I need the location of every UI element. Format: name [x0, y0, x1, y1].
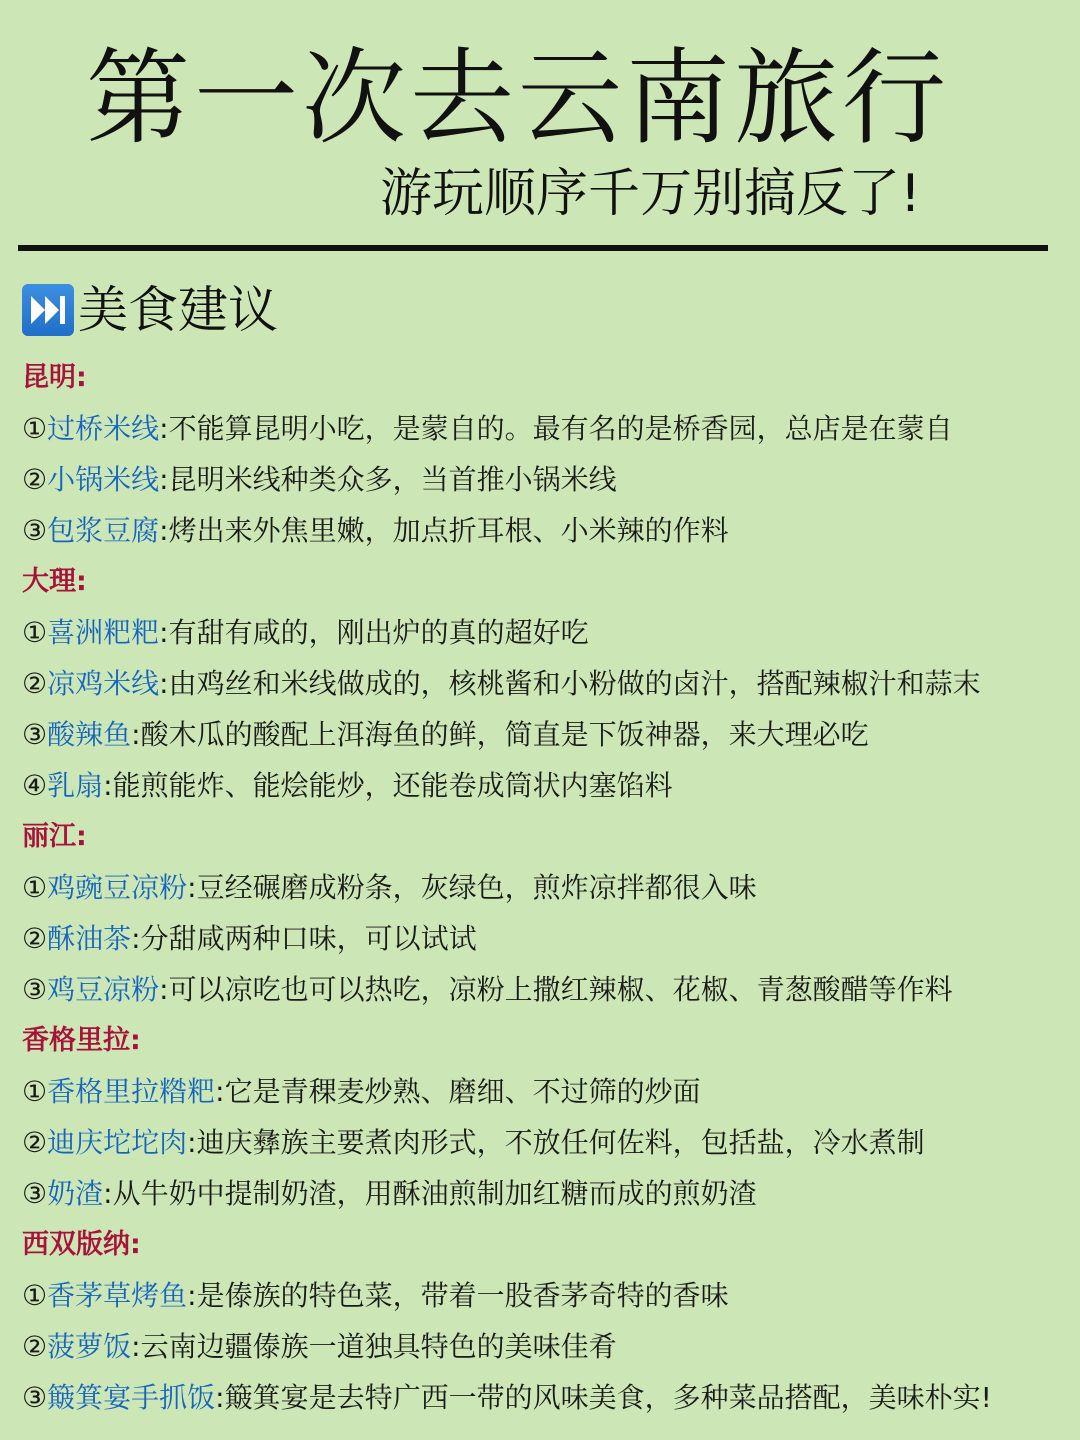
dish-name: 菠萝饭	[47, 1330, 132, 1363]
food-item	[22, 1168, 1067, 1219]
dish-description: 簸箕宴是去特广西一带的风味美食，多种菜品搭配，美味朴实!	[224, 1381, 992, 1414]
city-heading: 丽江:	[22, 821, 87, 852]
city-heading: 西双版纳:	[22, 1229, 141, 1260]
dish-name: 迪庆坨坨肉	[47, 1126, 188, 1159]
separator: :	[215, 1075, 225, 1108]
item-number: ③	[22, 718, 48, 751]
page-subtitle: 游玩顺序千万别搞反了!	[380, 164, 921, 224]
dish-description: 有甜有咸的，刚出炉的真的超好吃	[168, 616, 589, 649]
dish-description: 由鸡丝和米线做成的，核桃酱和小粉做的卤汁，搭配辣椒汁和蒜末	[168, 667, 981, 700]
divider	[18, 245, 1048, 251]
dish-name: 鸡豌豆凉粉	[47, 871, 188, 904]
dish-description: 能煎能炸、能烩能炒，还能卷成筒状内塞馅料	[112, 769, 673, 802]
dish-description: 不能算昆明小吃，是蒙自的。最有名的是桥香园，总店是在蒙自	[168, 412, 953, 445]
food-item	[22, 1321, 1067, 1372]
food-item	[22, 1117, 1067, 1168]
food-item	[22, 913, 1067, 964]
item-number: ②	[22, 922, 48, 955]
page-title: 第一次去云南旅行	[86, 37, 951, 159]
dish-description: 是傣族的特色菜，带着一股香茅奇特的香味	[196, 1279, 729, 1312]
dish-name: 香格里拉糌粑	[47, 1075, 216, 1108]
dish-name: 凉鸡米线	[47, 667, 160, 700]
item-number: ③	[22, 973, 48, 1006]
city-heading: 昆明:	[22, 362, 87, 393]
dish-description: 可以凉吃也可以热吃，凉粉上撒红辣椒、花椒、青葱酸醋等作料	[168, 973, 953, 1006]
food-item	[22, 964, 1067, 1015]
separator: :	[215, 1381, 225, 1414]
separator: :	[131, 1330, 141, 1363]
item-number: ②	[22, 1330, 48, 1363]
separator: :	[159, 616, 169, 649]
food-item	[22, 505, 1067, 556]
dish-description: 烤出来外焦里嫩，加点折耳根、小米辣的作料	[168, 514, 729, 547]
dish-description: 从牛奶中提制奶渣，用酥油煎制加红糖而成的煎奶渣	[112, 1177, 757, 1210]
item-number: ④	[22, 769, 48, 802]
separator: :	[187, 871, 197, 904]
separator: :	[159, 463, 169, 496]
dish-name: 香茅草烤鱼	[47, 1279, 188, 1312]
item-number: ③	[22, 514, 48, 547]
dish-name: 奶渣	[47, 1177, 104, 1210]
separator: :	[131, 922, 141, 955]
food-item	[22, 1372, 1067, 1423]
dish-description: 酸木瓜的酸配上洱海鱼的鲜，简直是下饭神器，来大理必吃	[140, 718, 869, 751]
section-title: 美食建议	[78, 281, 278, 339]
dish-name: 酥油茶	[47, 922, 132, 955]
dish-description: 迪庆彝族主要煮肉形式，不放任何佐料，包括盐，冷水煮制	[196, 1126, 925, 1159]
dish-name: 簸箕宴手抓饭	[47, 1381, 216, 1414]
food-item	[22, 862, 1067, 913]
separator: :	[103, 1177, 113, 1210]
food-item	[22, 454, 1067, 505]
separator: :	[187, 1279, 197, 1312]
item-number: ①	[22, 616, 48, 649]
food-item	[22, 658, 1067, 709]
city-heading: 大理:	[22, 566, 87, 597]
separator: :	[131, 718, 141, 751]
item-number: ①	[22, 1279, 48, 1312]
dish-name: 过桥米线	[47, 412, 160, 445]
separator: :	[159, 514, 169, 547]
dish-name: 乳扇	[47, 769, 104, 802]
dish-description: 它是青稞麦炒熟、磨细、不过筛的炒面	[224, 1075, 701, 1108]
separator: :	[103, 769, 113, 802]
food-item	[22, 403, 1067, 454]
dish-name: 小锅米线	[47, 463, 160, 496]
dish-description: 分甜咸两种口味，可以试试	[140, 922, 477, 955]
food-item	[22, 1066, 1067, 1117]
food-list	[22, 352, 1067, 1423]
dish-name: 喜洲粑粑	[47, 616, 160, 649]
separator: :	[159, 412, 169, 445]
item-number: ①	[22, 871, 48, 904]
food-item	[22, 607, 1067, 658]
item-number: ②	[22, 1126, 48, 1159]
item-number: ③	[22, 1381, 48, 1414]
food-item	[22, 709, 1067, 760]
dish-name: 鸡豆凉粉	[47, 973, 160, 1006]
separator: :	[159, 973, 169, 1006]
dish-name: 酸辣鱼	[47, 718, 132, 751]
food-item	[22, 1270, 1067, 1321]
fast-forward-icon	[22, 284, 74, 336]
item-number: ②	[22, 463, 48, 496]
dish-name: 包浆豆腐	[47, 514, 160, 547]
separator: :	[187, 1126, 197, 1159]
item-number: ①	[22, 412, 48, 445]
item-number: ②	[22, 667, 48, 700]
dish-description: 昆明米线种类众多，当首推小锅米线	[168, 463, 617, 496]
food-item	[22, 760, 1067, 811]
item-number: ①	[22, 1075, 48, 1108]
city-heading: 香格里拉:	[22, 1025, 141, 1056]
dish-description: 豆经碾磨成粉条，灰绿色，煎炸凉拌都很入味	[196, 871, 757, 904]
item-number: ③	[22, 1177, 48, 1210]
section-header	[22, 280, 278, 340]
dish-description: 云南边疆傣族一道独具特色的美味佳肴	[140, 1330, 617, 1363]
separator: :	[159, 667, 169, 700]
